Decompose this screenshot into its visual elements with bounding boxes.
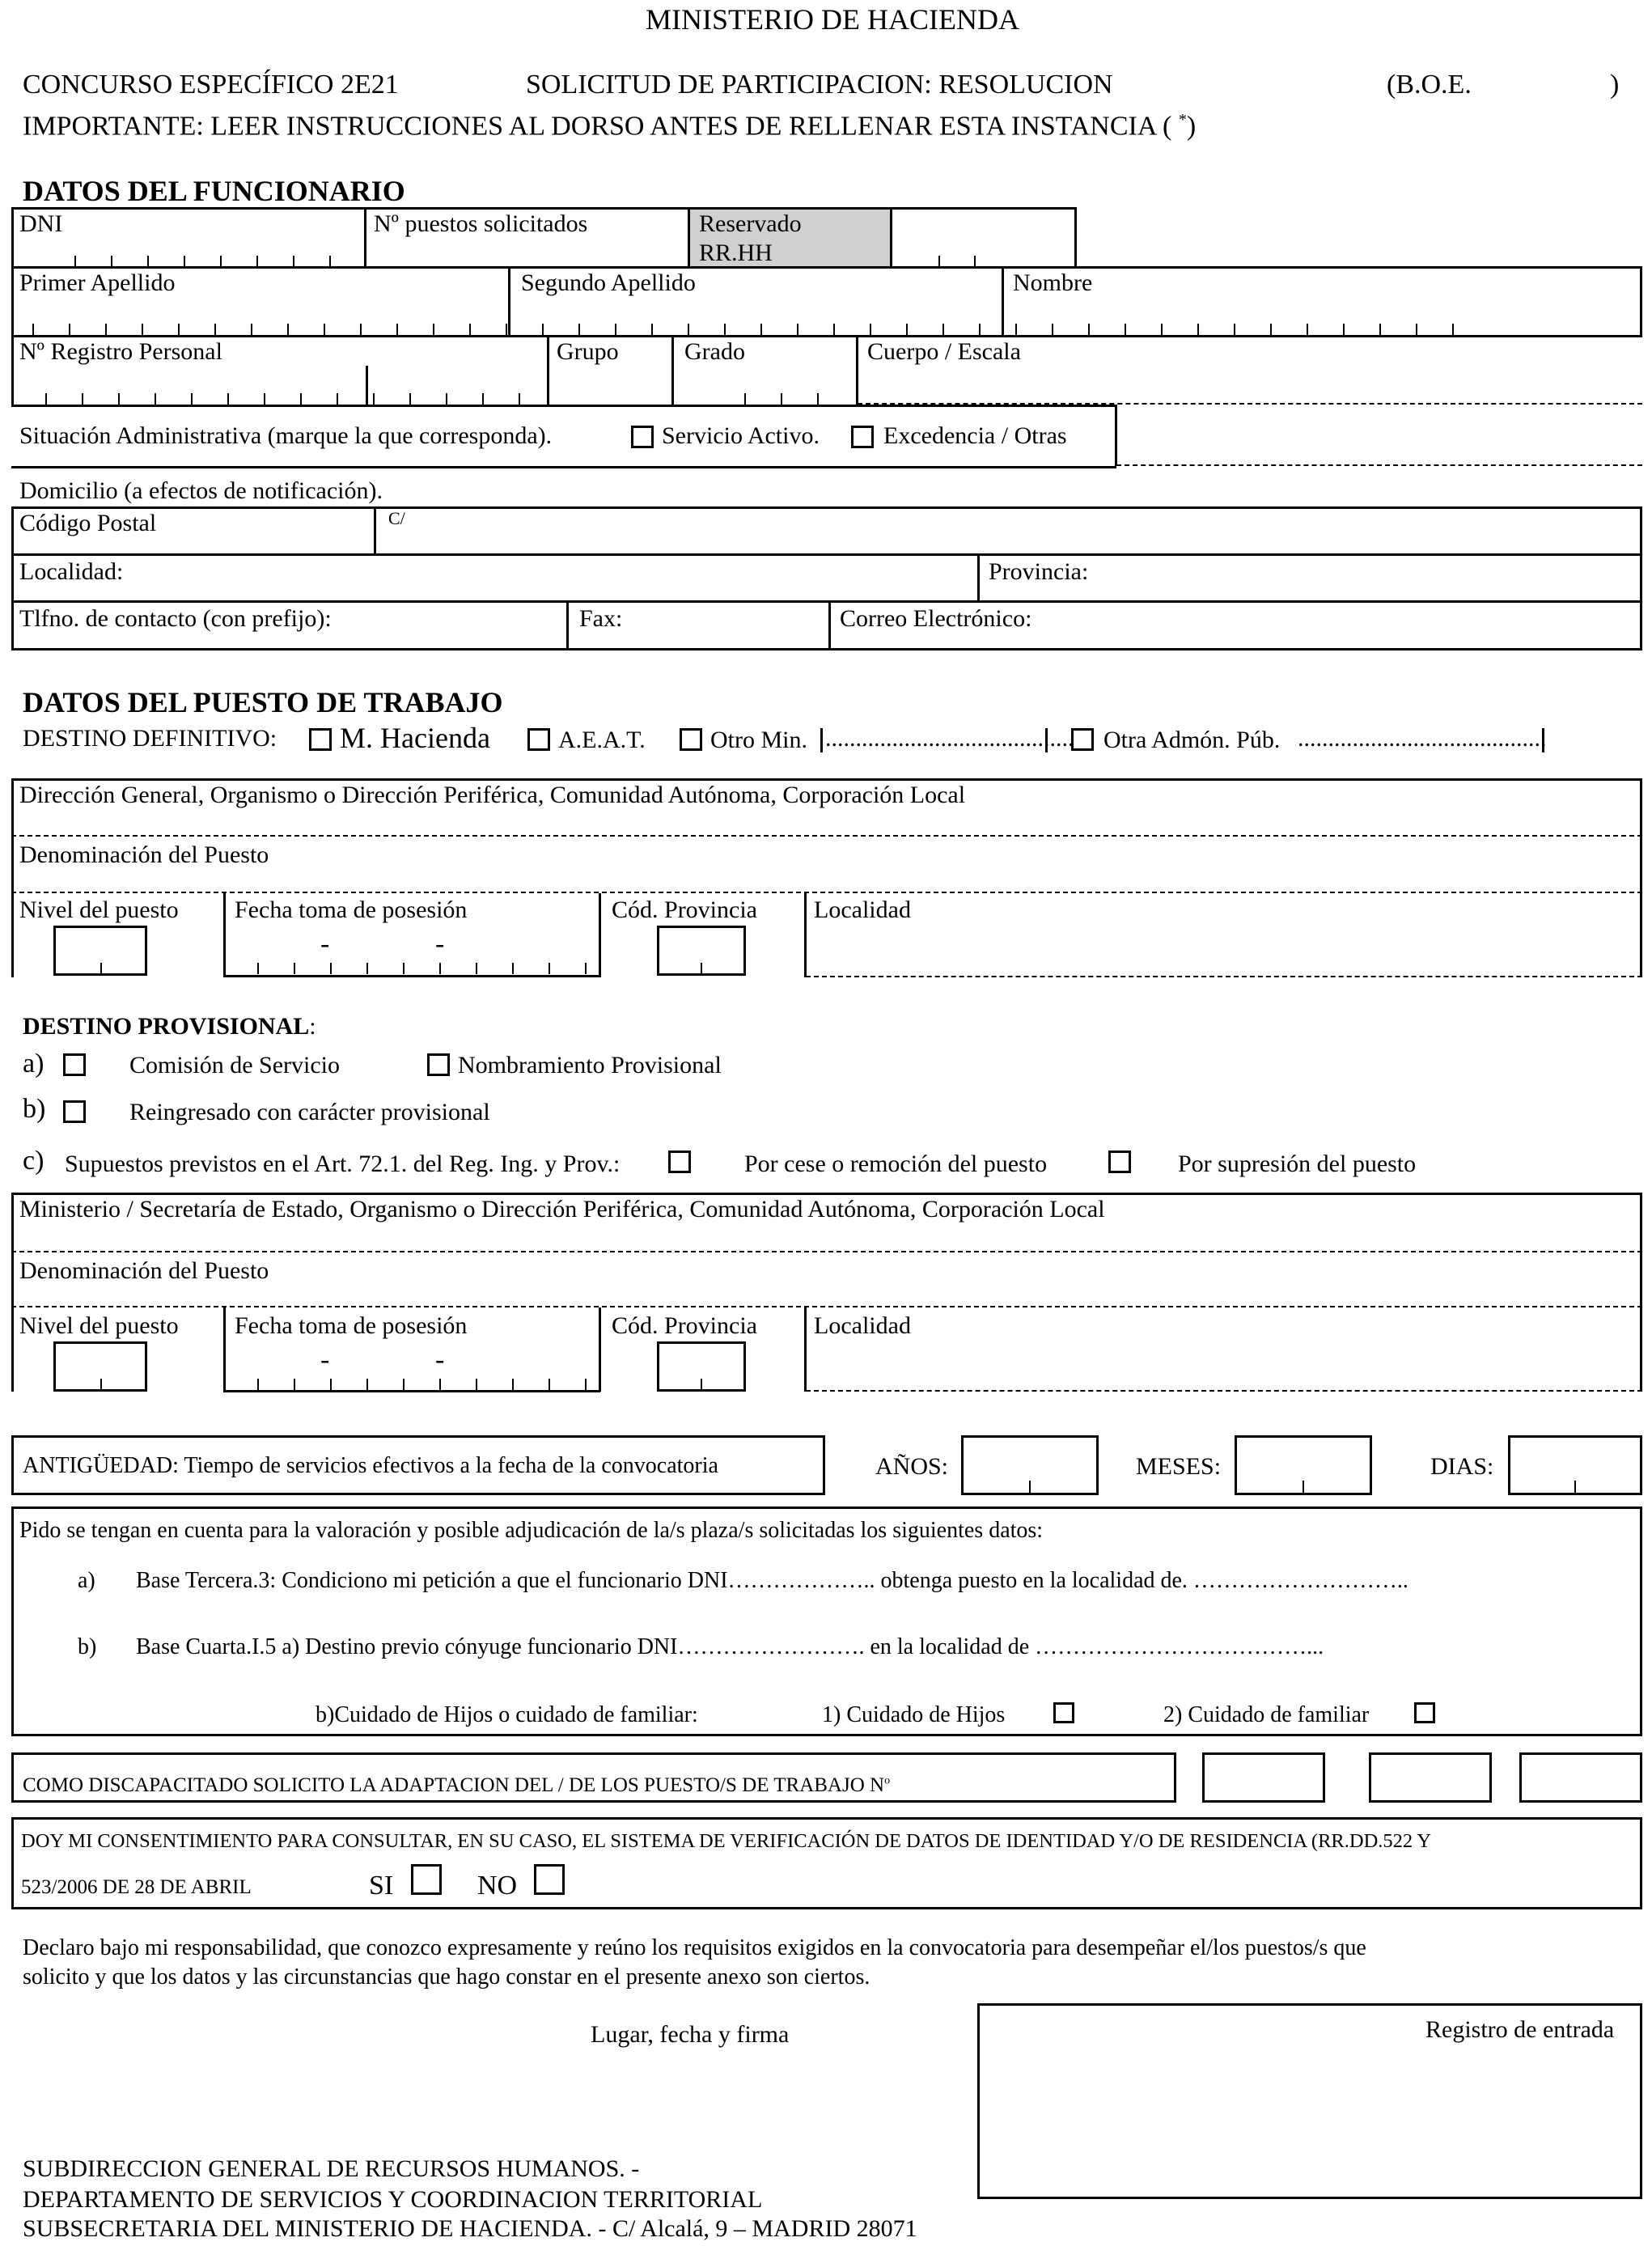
comision-servicio-checkbox[interactable] bbox=[63, 1053, 86, 1076]
n-registro-input[interactable] bbox=[45, 393, 531, 405]
localidad-label: Localidad bbox=[814, 1312, 911, 1339]
grado-label: Grado bbox=[684, 338, 745, 365]
fecha-posesion-label: Fecha toma de posesión bbox=[235, 1312, 468, 1339]
date-separator: - bbox=[320, 1345, 330, 1375]
footer-line: SUBSECRETARIA DEL MINISTERIO DE HACIENDA. - C/ Alcalá, 9 – MADRID 28071 bbox=[23, 2215, 917, 2242]
denominacion-label: Denominación del Puesto bbox=[19, 841, 269, 868]
reingresado-label: Reingresado con carácter provisional bbox=[129, 1099, 490, 1125]
destino-definitivo-label: DESTINO DEFINITIVO: bbox=[23, 725, 277, 752]
option-b-label: b) bbox=[78, 1634, 97, 1659]
grado-input[interactable] bbox=[744, 393, 833, 405]
reservado-label: Reservado bbox=[699, 210, 802, 237]
cod-provincia-label: Cód. Provincia bbox=[612, 1312, 757, 1339]
denominacion-label: Denominación del Puesto bbox=[19, 1257, 269, 1284]
puesto-number-input[interactable] bbox=[1369, 1752, 1492, 1803]
no-label: NO bbox=[477, 1871, 518, 1901]
base-cuarta-text: Base Cuarta.I.5 a) Destino previo cónyuge funcionario DNI……………………. en la localidad de ………………………………... bbox=[136, 1634, 1324, 1659]
date-separator: - bbox=[435, 929, 445, 959]
provisional-section-title: DESTINO PROVISIONAL: bbox=[23, 1013, 316, 1040]
provincia-label: Provincia: bbox=[989, 558, 1089, 585]
divider bbox=[11, 207, 1076, 210]
fecha-posesion-label: Fecha toma de posesión bbox=[235, 896, 468, 923]
cuidado-hijos-label: 1) Cuidado de Hijos bbox=[822, 1702, 1006, 1727]
grupo-label: Grupo bbox=[557, 338, 619, 365]
cuidado-familiar-checkbox[interactable] bbox=[1414, 1702, 1435, 1723]
fax-label: Fax: bbox=[579, 605, 623, 632]
antiguedad-label: ANTIGÜEDAD: Tiempo de servicios efectivos a la fecha de la convocatoria bbox=[23, 1453, 718, 1478]
otra-admon-checkbox[interactable] bbox=[1071, 728, 1094, 751]
cuidado-hijos-checkbox[interactable] bbox=[1053, 1702, 1074, 1723]
puesto-number-input[interactable] bbox=[1202, 1752, 1325, 1803]
nombramiento-provisional-label: Nombramiento Provisional bbox=[458, 1052, 722, 1079]
nombre-label: Nombre bbox=[1013, 269, 1093, 296]
puesto-section-title: DATOS DEL PUESTO DE TRABAJO bbox=[23, 686, 503, 718]
correo-label: Correo Electrónico: bbox=[840, 605, 1032, 632]
dni-label: DNI bbox=[19, 210, 63, 237]
cod-provincia-label: Cód. Provincia bbox=[612, 896, 757, 923]
option-a-label: a) bbox=[78, 1568, 95, 1593]
codigo-postal-label: Código Postal bbox=[19, 510, 157, 536]
reingresado-checkbox[interactable] bbox=[63, 1100, 86, 1123]
date-separator: - bbox=[435, 1345, 445, 1375]
discapacitado-label: COMO DISCAPACITADO SOLICITO LA ADAPTACION DEL / DE LOS PUESTO/S DE TRABAJO $N^o$ bbox=[23, 1774, 891, 1796]
option-c-label: c) bbox=[23, 1146, 44, 1176]
base-tercera-text: Base Tercera.3: Condiciono mi petición a que el funcionario DNI……………….. obtenga puesto en la localidad de. ……………………….. bbox=[136, 1568, 1408, 1593]
nivel-label: Nivel del puesto bbox=[19, 1312, 179, 1339]
boe-label: (B.O.E. bbox=[1387, 70, 1472, 100]
servicio-activo-checkbox[interactable] bbox=[631, 426, 654, 448]
registro-entrada-label: Registro de entrada bbox=[1425, 2016, 1615, 2043]
dni-input[interactable] bbox=[74, 256, 341, 267]
supuestos-label: Supuestos previstos en el Art. 72.1. del Reg. Ing. y Prov.: bbox=[65, 1151, 621, 1177]
localidad-input[interactable] bbox=[806, 976, 1642, 977]
no-checkbox[interactable] bbox=[534, 1864, 565, 1895]
situacion-label: Situación Administrativa (marque la que corresponda). bbox=[19, 422, 553, 449]
ministry-title: MINISTERIO DE HACIENDA bbox=[646, 3, 1019, 36]
nombramiento-provisional-checkbox[interactable] bbox=[427, 1053, 450, 1076]
n-registro-label: Nº Registro Personal bbox=[19, 338, 222, 365]
otra-admon-label: Otra Admón. Púb. bbox=[1103, 727, 1281, 753]
segundo-apellido-label: Segundo Apellido bbox=[521, 269, 696, 296]
si-checkbox[interactable] bbox=[411, 1864, 442, 1895]
declaracion-text: Declaro bajo mi responsabilidad, que conozco expresamente y reúno los requisitos exigidos en la convocatoria para desempeñar el/los puestos/s que bbox=[23, 1935, 1366, 1960]
direccion-general-label: Dirección General, Organismo o Dirección Periférica, Comunidad Autónoma, Corporación Local bbox=[19, 782, 966, 808]
important-notice: IMPORTANTE: LEER INSTRUCCIONES AL DORSO ANTES DE RELLENAR ESTA INSTANCIA ( *) bbox=[23, 111, 1197, 142]
otra-admon-dots: ......................................... bbox=[1298, 725, 1547, 752]
rrhh-label: RR.HH bbox=[699, 239, 773, 266]
dias-label: DIAS: bbox=[1430, 1453, 1494, 1480]
m-hacienda-checkbox[interactable] bbox=[309, 728, 332, 751]
footer-line: SUBDIRECCION GENERAL DE RECURSOS HUMANOS. - bbox=[23, 2155, 640, 2182]
valoracion-intro: Pido se tengan en cuenta para la valoración y posible adjudicación de la/s plaza/s solicitadas los siguientes datos: bbox=[19, 1518, 1044, 1543]
n-puestos-label: Nº puestos solicitados bbox=[374, 210, 588, 237]
por-cese-checkbox[interactable] bbox=[668, 1151, 691, 1173]
apellidos-nombre-input[interactable] bbox=[32, 324, 1456, 335]
otro-min-dots: ......................................... bbox=[825, 725, 1074, 752]
funcionario-section-title: DATOS DEL FUNCIONARIO bbox=[23, 175, 405, 207]
por-cese-label: Por cese o remoción del puesto bbox=[744, 1151, 1048, 1177]
excedencia-checkbox[interactable] bbox=[851, 426, 874, 448]
consentimiento-text: DOY MI CONSENTIMIENTO PARA CONSULTAR, EN SU CASO, EL SISTEMA DE VERIFICACIÓN DE DATOS DE IDENTIDAD Y/O DE RESIDENCIA (RR.DD.522 Y bbox=[21, 1830, 1432, 1852]
consentimiento-text: 523/2006 DE 28 DE ABRIL bbox=[21, 1876, 252, 1898]
localidad-label: Localidad bbox=[814, 896, 911, 923]
localidad-input[interactable] bbox=[806, 1390, 1642, 1392]
option-a-label: a) bbox=[23, 1049, 44, 1079]
cuidado-label: b)Cuidado de Hijos o cuidado de familiar: bbox=[316, 1702, 698, 1727]
declaracion-text: solicito y que los datos y las circunstancias que hago constar en el presente anexo son ciertos. bbox=[23, 1964, 870, 1990]
si-label: SI bbox=[369, 1871, 394, 1901]
footer-line: DEPARTAMENTO DE SERVICIOS Y COORDINACION TERRITORIAL bbox=[23, 2186, 763, 2213]
lugar-fecha-firma-label: Lugar, fecha y firma bbox=[591, 2021, 790, 2048]
date-separator: - bbox=[320, 929, 330, 959]
fecha-posesion-input[interactable] bbox=[257, 963, 597, 974]
calle-label: C/ bbox=[388, 508, 405, 528]
nivel-label: Nivel del puesto bbox=[19, 896, 179, 923]
fecha-posesion-input[interactable] bbox=[257, 1379, 597, 1390]
aeat-label: A.E.A.T. bbox=[558, 727, 646, 753]
excedencia-label: Excedencia / Otras bbox=[883, 422, 1067, 449]
ministerio-organismo-label: Ministerio / Secretaría de Estado, Organismo o Dirección Periférica, Comunidad Autónoma, Corporación Local bbox=[19, 1196, 1105, 1223]
telefono-label: Tlfno. de contacto (con prefijo): bbox=[19, 605, 332, 632]
comision-servicio-label: Comisión de Servicio bbox=[129, 1052, 340, 1079]
domicilio-label: Domicilio (a efectos de notificación). bbox=[19, 477, 383, 504]
por-supresion-label: Por supresión del puesto bbox=[1178, 1151, 1417, 1177]
primer-apellido-label: Primer Apellido bbox=[19, 269, 176, 296]
puesto-number-input[interactable] bbox=[1519, 1752, 1642, 1803]
otro-min-checkbox[interactable] bbox=[680, 728, 702, 751]
por-supresion-checkbox[interactable] bbox=[1108, 1151, 1131, 1173]
meses-label: MESES: bbox=[1136, 1453, 1222, 1480]
servicio-activo-label: Servicio Activo. bbox=[662, 422, 820, 449]
option-b-label: b) bbox=[23, 1094, 46, 1124]
solicitud-title: SOLICITUD DE PARTICIPACION: RESOLUCION bbox=[526, 70, 1113, 100]
concurso-code: CONCURSO ESPECÍFICO 2E21 bbox=[23, 70, 399, 100]
cuerpo-escala-label: Cuerpo / Escala bbox=[867, 338, 1021, 365]
m-hacienda-label: M. Hacienda bbox=[340, 722, 490, 754]
localidad-label: Localidad: bbox=[19, 558, 124, 585]
boe-close: ) bbox=[1610, 70, 1620, 100]
cuidado-familiar-label: 2) Cuidado de familiar bbox=[1163, 1702, 1370, 1727]
anos-label: AÑOS: bbox=[875, 1453, 949, 1480]
aeat-checkbox[interactable] bbox=[527, 728, 550, 751]
otro-min-label: Otro Min. bbox=[710, 727, 807, 753]
